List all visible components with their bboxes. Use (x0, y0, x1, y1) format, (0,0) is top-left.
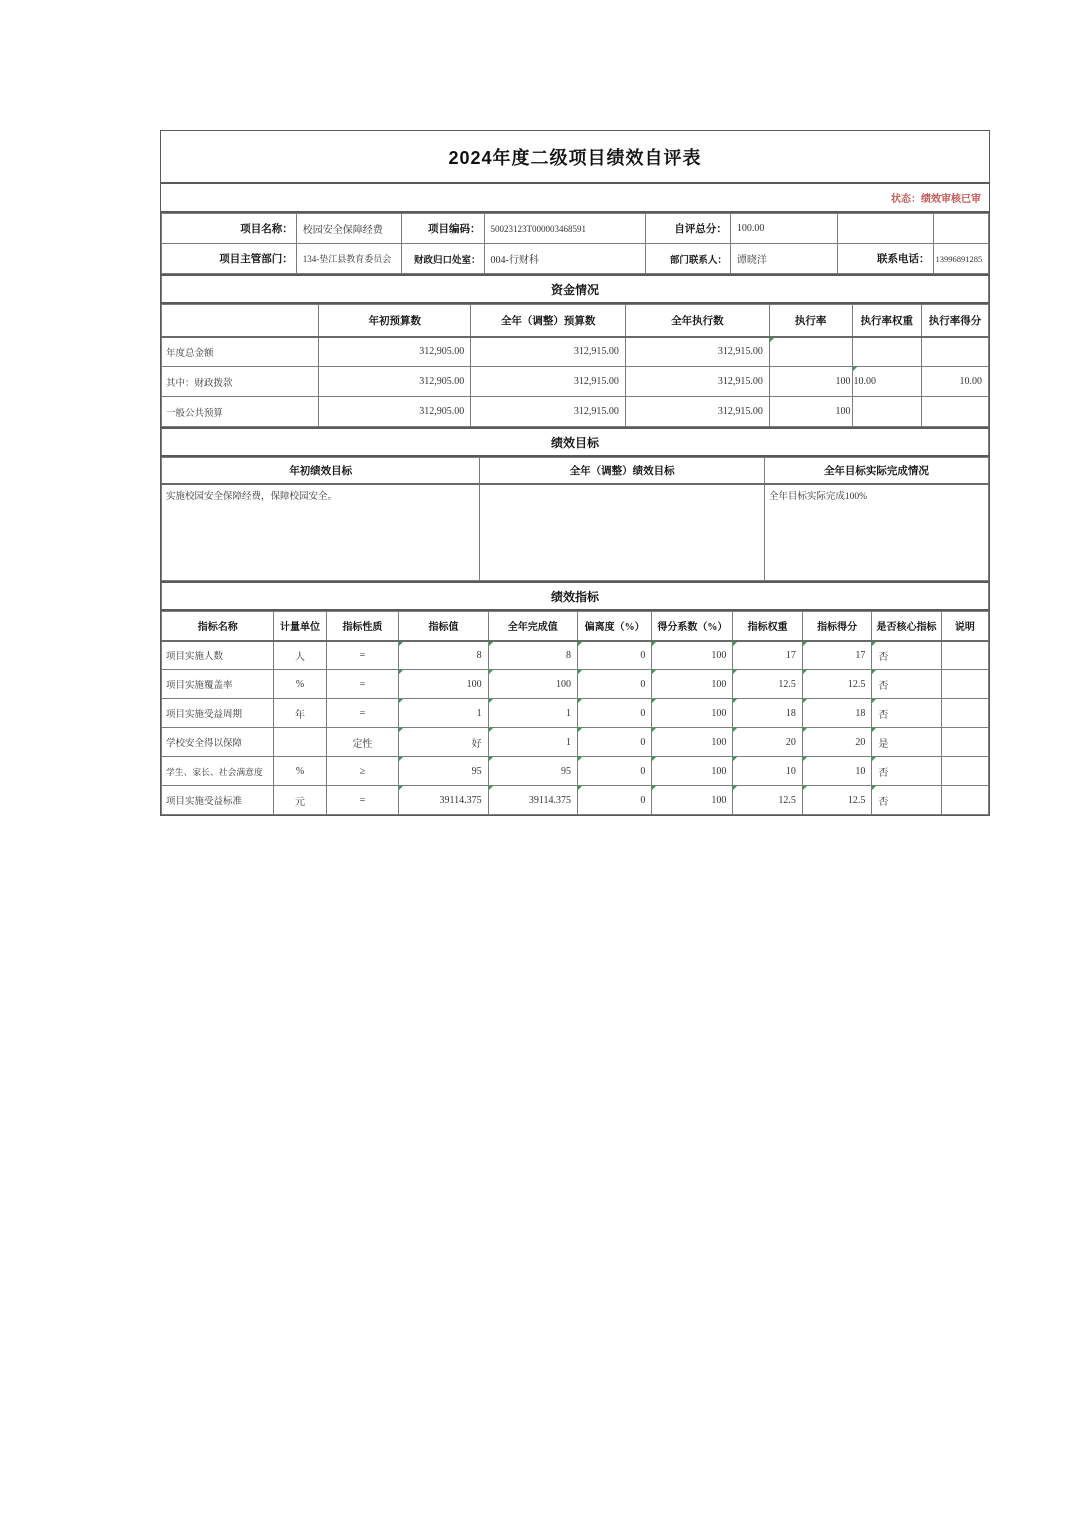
funding-executed: 312,915.00 (625, 397, 769, 427)
indicator-core: 否 (872, 641, 941, 670)
funding-row-name: 其中：财政拨款 (162, 367, 319, 397)
indicator-note (941, 728, 988, 757)
finance-office-label: 财政归口处室： (401, 244, 484, 274)
funding-rate-score (921, 397, 988, 427)
self-evaluation-form (160, 130, 990, 816)
indicator-actual: 100 (488, 670, 577, 699)
funding-initial: 312,905.00 (319, 397, 471, 427)
goals-content-row (162, 484, 989, 581)
project-name-value: 校园安全保障经费 (296, 214, 401, 244)
indicator-name: 项目实施受益周期 (162, 699, 274, 728)
ind-header-weight: 指标权重 (733, 612, 802, 641)
ind-header-nature: 指标性质 (326, 612, 399, 641)
contact-label: 部门联系人： (645, 244, 730, 274)
ind-header-score: 指标得分 (802, 612, 871, 641)
info-row-2 (162, 244, 989, 274)
indicator-actual: 1 (488, 728, 577, 757)
funding-header-rate: 执行率 (769, 305, 852, 337)
indicator-core: 否 (872, 670, 941, 699)
ind-header-unit: 计量单位 (274, 612, 326, 641)
funding-adjusted: 312,915.00 (471, 367, 626, 397)
indicator-target: 好 (399, 728, 488, 757)
indicator-unit: 年 (274, 699, 326, 728)
funding-rate-weight: 10.00 (852, 367, 921, 397)
indicator-actual: 95 (488, 757, 577, 786)
indicators-header-row (162, 612, 989, 641)
indicators-section-title: 绩效指标 (162, 582, 989, 610)
funding-header-rate-score: 执行率得分 (921, 305, 988, 337)
funding-rate: 100 (769, 367, 852, 397)
ind-header-deviation: 偏离度（%） (577, 612, 651, 641)
indicator-unit (274, 728, 326, 757)
indicator-target: 39114.375 (399, 786, 488, 815)
indicator-name: 项目实施覆盖率 (162, 670, 274, 699)
funding-header-initial: 年初预算数 (319, 305, 471, 337)
indicator-unit: % (274, 757, 326, 786)
indicator-core: 否 (872, 757, 941, 786)
indicator-row-4 (162, 728, 989, 757)
indicator-score: 12.5 (802, 786, 871, 815)
goals-table (161, 457, 989, 581)
indicator-coefficient: 100 (652, 757, 733, 786)
status-badge: 状态：绩效审核已审 (891, 194, 981, 205)
indicator-deviation: 0 (577, 699, 651, 728)
indicator-nature: = (326, 670, 399, 699)
goals-section-band (162, 428, 989, 456)
indicator-target: 1 (399, 699, 488, 728)
goals-header-completion: 全年目标实际完成情况 (764, 458, 988, 484)
indicator-nature: 定性 (326, 728, 399, 757)
funding-section-title: 资金情况 (162, 275, 989, 303)
indicators-section (161, 581, 989, 611)
indicator-row-3 (162, 699, 989, 728)
form-title-row (161, 131, 989, 184)
indicator-row-1 (162, 641, 989, 670)
indicator-weight: 12.5 (733, 786, 802, 815)
indicator-actual: 1 (488, 699, 577, 728)
indicator-core: 否 (872, 699, 941, 728)
funding-initial: 312,905.00 (319, 367, 471, 397)
funding-rate (769, 337, 852, 367)
indicator-score: 10 (802, 757, 871, 786)
project-code-value: 50023123T000003468591 (484, 214, 645, 244)
indicator-name: 项目实施人数 (162, 641, 274, 670)
funding-adjusted: 312,915.00 (471, 337, 626, 367)
funding-header-rate-weight: 执行率权重 (852, 305, 921, 337)
info-empty-cell (837, 214, 933, 244)
indicators-table (161, 611, 989, 815)
indicator-unit: % (274, 670, 326, 699)
finance-office-value: 004-行财科 (484, 244, 645, 274)
indicator-row-2 (162, 670, 989, 699)
indicator-name: 学校安全得以保障 (162, 728, 274, 757)
indicator-weight: 20 (733, 728, 802, 757)
self-score-label: 自评总分： (645, 214, 730, 244)
adjusted-goal-text (480, 484, 764, 581)
indicator-coefficient: 100 (652, 641, 733, 670)
indicator-deviation: 0 (577, 670, 651, 699)
indicator-weight: 17 (733, 641, 802, 670)
indicator-target: 8 (399, 641, 488, 670)
goal-completion-text: 全年目标实际完成100% (764, 484, 988, 581)
indicator-deviation: 0 (577, 641, 651, 670)
funding-rate-weight (852, 397, 921, 427)
indicator-unit: 元 (274, 786, 326, 815)
indicator-note (941, 670, 988, 699)
ind-header-note: 说明 (941, 612, 988, 641)
goals-section-title: 绩效目标 (162, 428, 989, 456)
indicator-coefficient: 100 (652, 786, 733, 815)
initial-goal-text: 实施校园安全保障经费，保障校园安全。 (162, 484, 480, 581)
funding-table (161, 304, 989, 427)
funding-row-name: 一般公共预算 (162, 397, 319, 427)
indicator-name: 学生、家长、社会满意度 (162, 757, 274, 786)
goals-header-initial: 年初绩效目标 (162, 458, 480, 484)
indicator-unit: 人 (274, 641, 326, 670)
indicator-score: 20 (802, 728, 871, 757)
indicator-nature: = (326, 699, 399, 728)
indicator-score: 17 (802, 641, 871, 670)
goals-section (161, 427, 989, 457)
funding-header-adjusted: 全年（调整）预算数 (471, 305, 626, 337)
indicator-coefficient: 100 (652, 699, 733, 728)
indicator-weight: 10 (733, 757, 802, 786)
self-score-value: 100.00 (730, 214, 837, 244)
indicator-row-6 (162, 786, 989, 815)
funding-header-executed: 全年执行数 (625, 305, 769, 337)
funding-rate: 100 (769, 397, 852, 427)
dept-value: 134-垫江县教育委员会 (296, 244, 401, 274)
indicator-coefficient: 100 (652, 670, 733, 699)
funding-initial: 312,905.00 (319, 337, 471, 367)
funding-executed: 312,915.00 (625, 337, 769, 367)
indicator-note (941, 757, 988, 786)
indicator-core: 否 (872, 786, 941, 815)
page-title: 2024年度二级项目绩效自评表 (448, 147, 702, 168)
funding-rate-weight (852, 337, 921, 367)
info-empty-cell (933, 214, 988, 244)
funding-row-fiscal (162, 367, 989, 397)
indicator-actual: 8 (488, 641, 577, 670)
ind-header-actual: 全年完成值 (488, 612, 577, 641)
phone-value: 13996891285 (933, 244, 988, 274)
indicator-core: 是 (872, 728, 941, 757)
indicator-deviation: 0 (577, 728, 651, 757)
indicator-name: 项目实施受益标准 (162, 786, 274, 815)
indicator-score: 18 (802, 699, 871, 728)
funding-rate-score: 10.00 (921, 367, 988, 397)
indicator-nature: = (326, 641, 399, 670)
ind-header-core: 是否核心指标 (872, 612, 941, 641)
funding-adjusted: 312,915.00 (471, 397, 626, 427)
indicator-deviation: 0 (577, 757, 651, 786)
funding-executed: 312,915.00 (625, 367, 769, 397)
dept-label: 项目主管部门： (162, 244, 297, 274)
status-row (161, 184, 989, 213)
indicator-actual: 39114.375 (488, 786, 577, 815)
indicator-score: 12.5 (802, 670, 871, 699)
funding-rate-score (921, 337, 988, 367)
indicator-target: 95 (399, 757, 488, 786)
funding-section-band (162, 275, 989, 303)
indicator-nature: ≥ (326, 757, 399, 786)
goals-header-adjusted: 全年（调整）绩效目标 (480, 458, 764, 484)
indicator-deviation: 0 (577, 786, 651, 815)
ind-header-coefficient: 得分系数（%） (652, 612, 733, 641)
indicator-note (941, 786, 988, 815)
project-info-table (161, 213, 989, 274)
project-name-label: 项目名称： (162, 214, 297, 244)
goals-header-row (162, 458, 989, 484)
indicator-note (941, 641, 988, 670)
ind-header-name: 指标名称 (162, 612, 274, 641)
indicator-row-5 (162, 757, 989, 786)
project-code-label: 项目编码： (401, 214, 484, 244)
ind-header-target: 指标值 (399, 612, 488, 641)
funding-section (161, 274, 989, 304)
funding-row-name: 年度总金额 (162, 337, 319, 367)
indicators-section-band (162, 582, 989, 610)
funding-header-row (162, 305, 989, 337)
funding-row-total (162, 337, 989, 367)
indicator-weight: 18 (733, 699, 802, 728)
info-row-1 (162, 214, 989, 244)
indicator-note (941, 699, 988, 728)
indicator-target: 100 (399, 670, 488, 699)
phone-label: 联系电话： (837, 244, 933, 274)
funding-row-public-budget (162, 397, 989, 427)
indicator-weight: 12.5 (733, 670, 802, 699)
funding-header-blank (162, 305, 319, 337)
indicator-coefficient: 100 (652, 728, 733, 757)
indicator-nature: = (326, 786, 399, 815)
contact-value: 谭晓洋 (730, 244, 837, 274)
